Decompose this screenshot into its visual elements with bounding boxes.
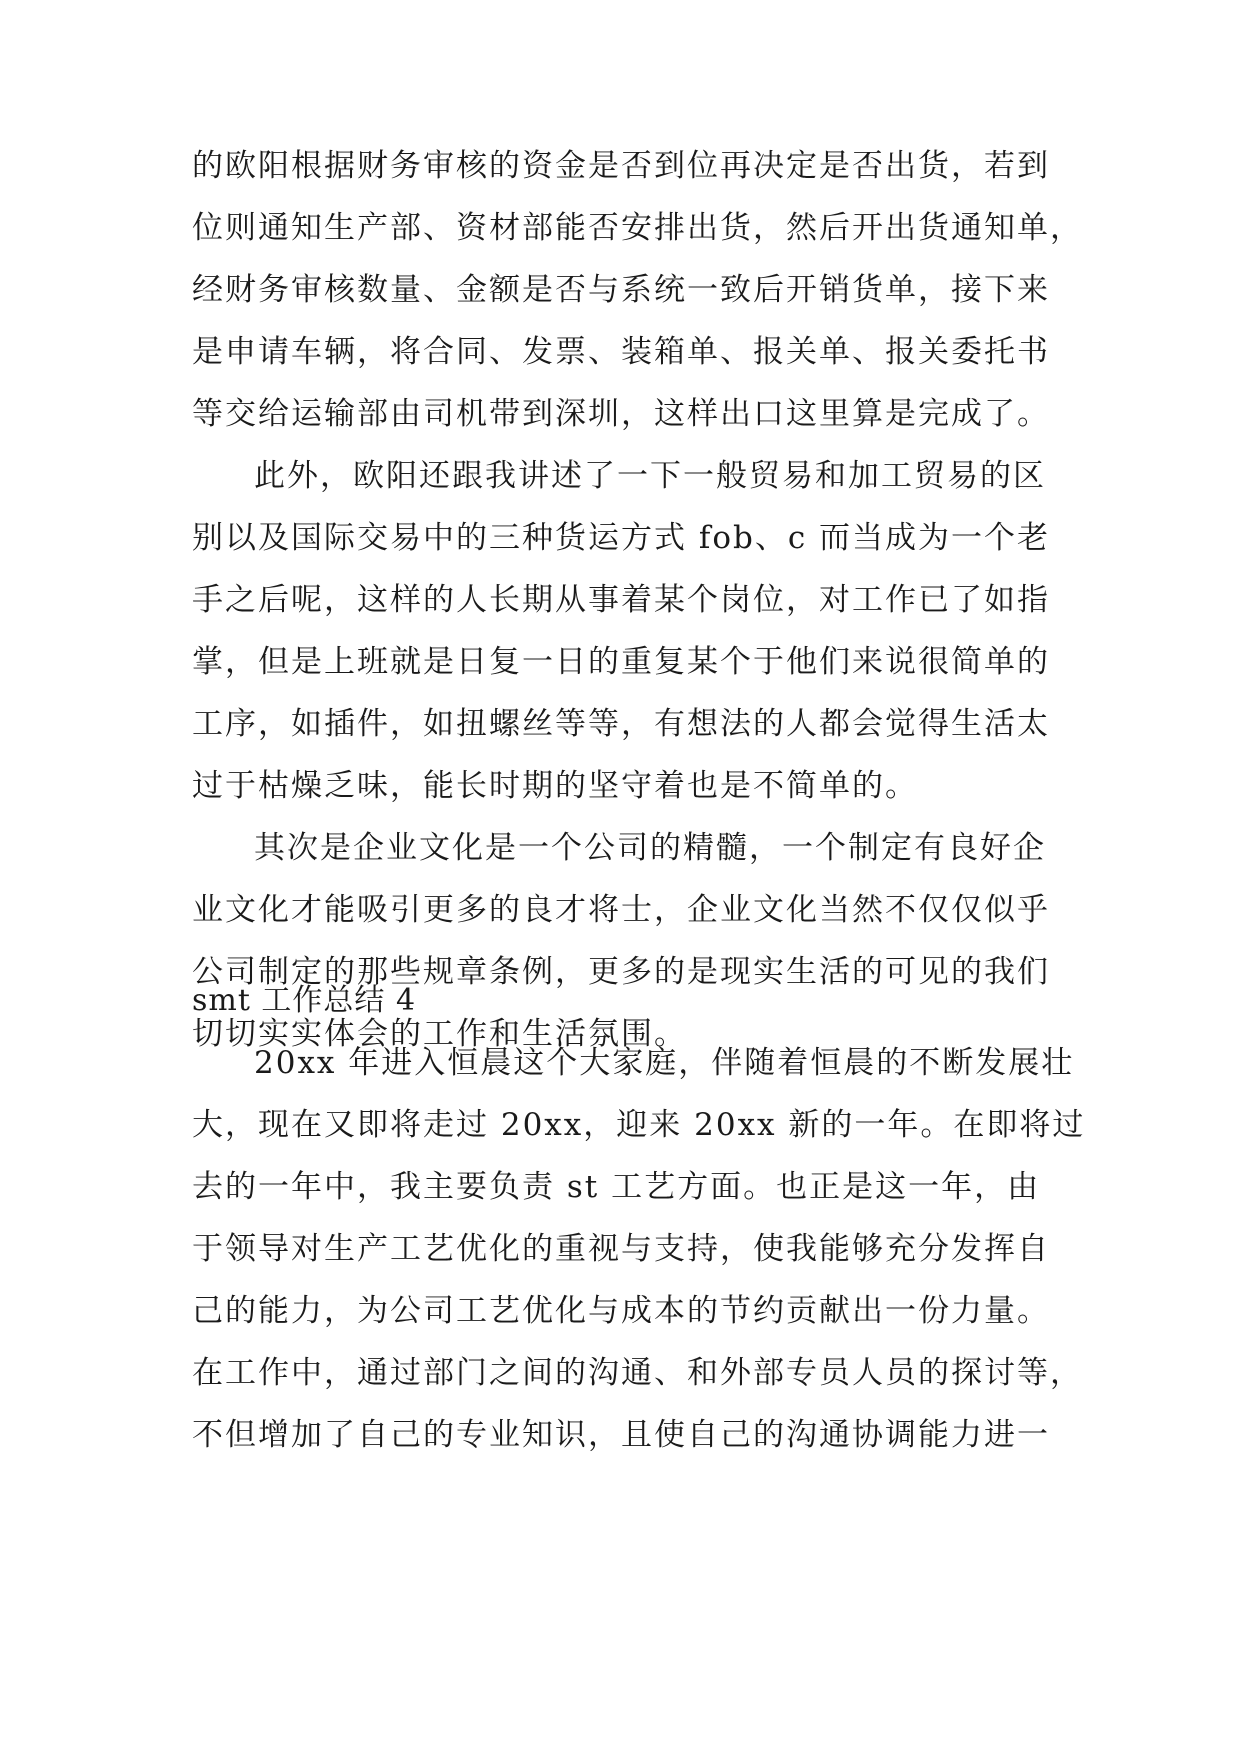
text-line: 在工作中，通过部门之间的沟通、和外部专员人员的探讨等， (192, 1355, 1083, 1391)
text-line: 过于枯燥乏味，能长时期的坚守着也是不简单的。 (192, 768, 918, 804)
text-line: 己的能力，为公司工艺优化与成本的节约贡献出一份力量。 (192, 1293, 1050, 1329)
paragraph-1 (192, 135, 1083, 445)
section-heading: smt 工作总结 4 (192, 983, 417, 1018)
text-line: 别以及国际交易中的三种货运方式 fob、c 而当成为一个老 (192, 520, 1051, 556)
text-line: 此外，欧阳还跟我讲述了一下一般贸易和加工贸易的区 (254, 458, 1046, 494)
text-line: 手之后呢，这样的人长期从事着某个岗位，对工作已了如指 (192, 582, 1050, 618)
text-line: 其次是企业文化是一个公司的精髓，一个制定有良好企 (254, 830, 1046, 866)
text-line: 等交给运输部由司机带到深圳，这样出口这里算是完成了。 (192, 396, 1050, 432)
text-line: 的欧阳根据财务审核的资金是否到位再决定是否出货，若到 (192, 148, 1050, 184)
text-line: 于领导对生产工艺优化的重视与支持，使我能够充分发挥自 (192, 1231, 1050, 1267)
text-line: 20xx 年进入恒晨这个大家庭，伴随着恒晨的不断发展壮 (254, 1045, 1075, 1081)
text-line: 位则通知生产部、资材部能否安排出货，然后开出货通知单， (192, 210, 1083, 246)
text-line: 切切实实体会的工作和生活氛围。 (192, 1016, 687, 1052)
section-1 (192, 135, 1083, 1065)
text-line: 不但增加了自己的专业知识，且使自己的沟通协调能力进一 (192, 1417, 1050, 1453)
text-line: 大，现在又即将走过 20xx，迎来 20xx 新的一年。在即将过 (192, 1107, 1086, 1143)
text-line: 工序，如插件，如扭螺丝等等，有想法的人都会觉得生活太 (192, 706, 1050, 742)
paragraph-2 (192, 445, 1072, 817)
text-line: 经财务审核数量、金额是否与系统一致后开销货单，接下来 (192, 272, 1050, 308)
text-line: 业文化才能吸引更多的良才将士，企业文化当然不仅仅似乎 (192, 892, 1050, 928)
text-line: 是申请车辆，将合同、发票、装箱单、报关单、报关委托书 (192, 334, 1050, 370)
text-line: 掌，但是上班就是日复一日的重复某个于他们来说很简单的 (192, 644, 1050, 680)
section-2 (192, 970, 1086, 1466)
text-line: 公司制定的那些规章条例，更多的是现实生活的可见的我们 (192, 954, 1050, 990)
text-line: 去的一年中，我主要负责 st 工艺方面。也正是这一年，由 (192, 1169, 1041, 1205)
paragraph-4 (192, 1032, 1086, 1466)
